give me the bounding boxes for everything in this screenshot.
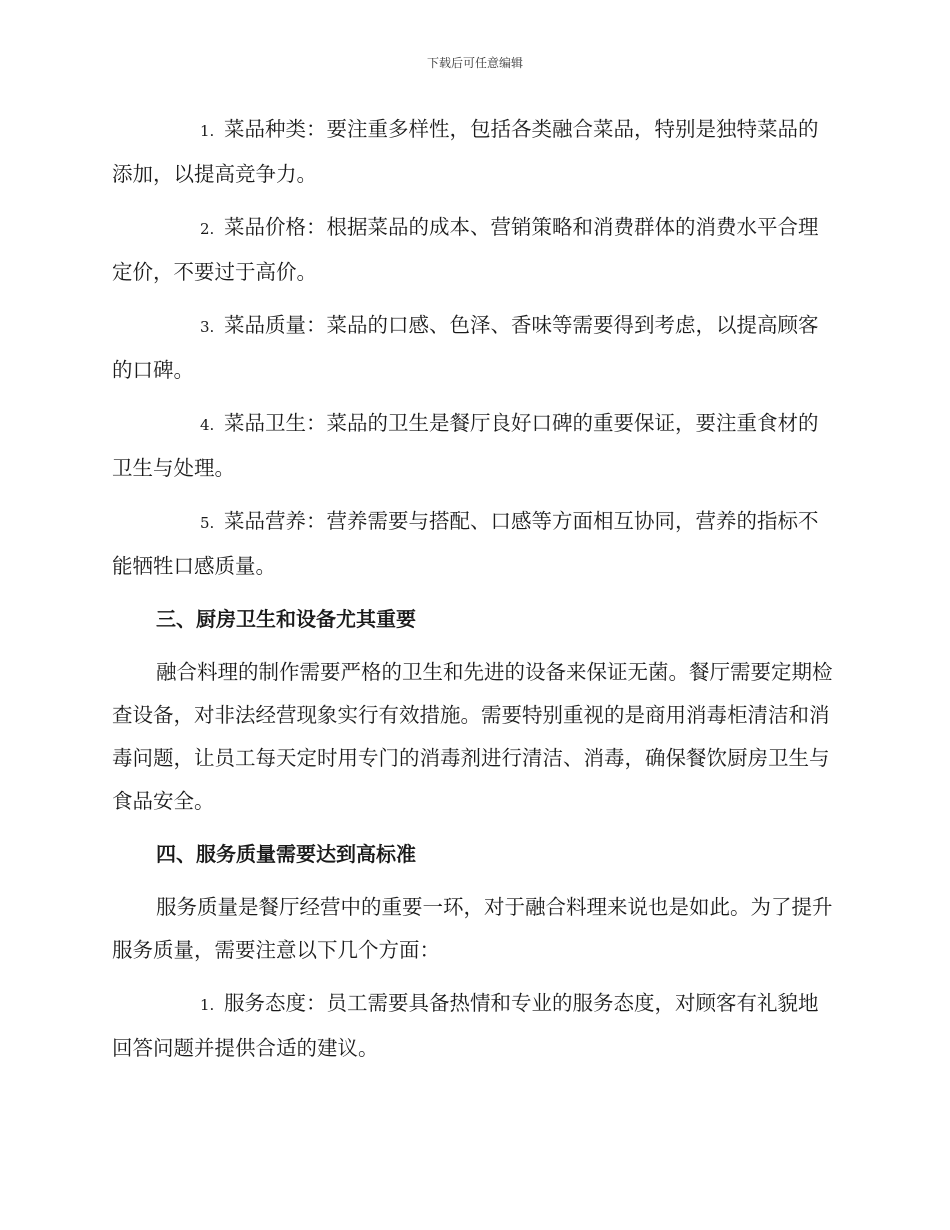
list-item bbox=[112, 108, 834, 196]
list-number: 3. bbox=[200, 318, 215, 336]
list-item bbox=[112, 982, 834, 1070]
list-number: 1. bbox=[200, 122, 215, 140]
list-number: 2. bbox=[200, 220, 215, 238]
list-text: 菜品种类：要注重多样性，包括各类融合菜品，特别是独特菜品的添加，以提高竞争力。 bbox=[112, 117, 819, 186]
list-text: 菜品价格：根据菜品的成本、营销策略和消费群体的消费水平合理定价，不要过于高价。 bbox=[112, 215, 819, 284]
header-note: 下载后可任意编辑 bbox=[426, 56, 523, 70]
list-text: 菜品营养：营养需要与搭配、口感等方面相互协同，营养的指标不能牺牲口感质量。 bbox=[112, 509, 819, 578]
section-heading-kitchen: 三、厨房卫生和设备尤其重要 bbox=[156, 607, 416, 631]
list-item bbox=[112, 206, 834, 294]
section-paragraph-service: 服务质量是餐厅经营中的重要一环，对于融合料理来说也是如此。为了提升服务质量，需要注意以下几个方面： bbox=[112, 895, 833, 962]
list-number: 4. bbox=[200, 416, 215, 434]
list-item bbox=[112, 500, 834, 588]
section-heading-service: 四、服务质量需要达到高标准 bbox=[156, 842, 416, 866]
section-paragraph-kitchen: 融合料理的制作需要严格的卫生和先进的设备来保证无菌。餐厅需要定期检查设备，对非法经营现象实行有效措施。需要特别重视的是商用消毒柜清洁和消毒问题，让员工每天定时用专门的消毒剂进行清洁、消毒，确保餐饮厨房卫生与食品安全。 bbox=[112, 660, 833, 813]
list-text: 菜品卫生：菜品的卫生是餐厅良好口碑的重要保证，要注重食材的卫生与处理。 bbox=[112, 411, 819, 480]
list-text: 服务态度：员工需要具备热情和专业的服务态度，对顾客有礼貌地回答问题并提供合适的建议。 bbox=[112, 991, 819, 1060]
list-item bbox=[112, 304, 834, 392]
document-body bbox=[112, 108, 834, 1080]
list-item bbox=[112, 402, 834, 490]
list-number: 5. bbox=[200, 514, 215, 532]
list-text: 菜品质量：菜品的口感、色泽、香味等需要得到考虑，以提高顾客的口碑。 bbox=[112, 313, 819, 382]
list-number: 1. bbox=[200, 996, 215, 1014]
